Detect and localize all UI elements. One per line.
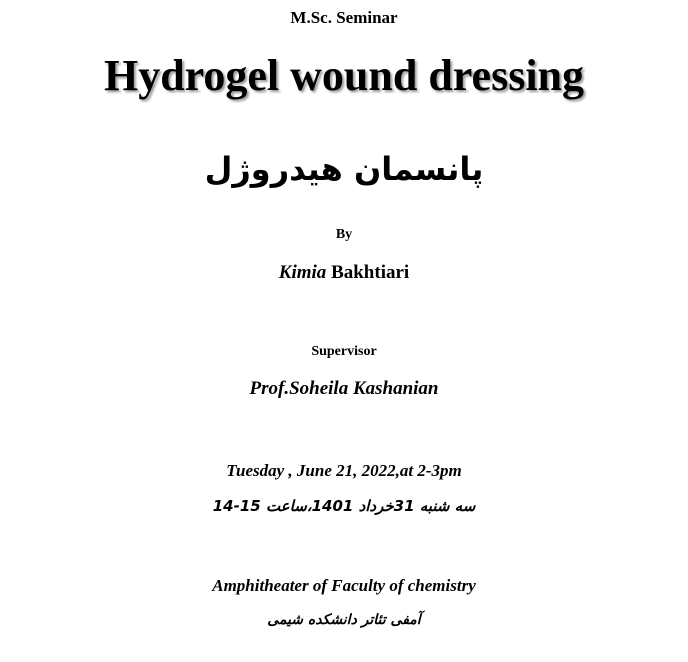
presenter-last-name: Bakhtiari: [331, 262, 410, 283]
page-title: Hydrogel wound dressing: [103, 51, 585, 100]
event-date-english: Tuesday , June 21, 2022,at 2-3pm: [226, 461, 462, 480]
persian-title: پانسمان هیدروژل: [204, 150, 484, 188]
presenter-name: [0, 262, 688, 284]
supervisor-name: Prof.Soheila Kashanian: [249, 378, 439, 399]
venue-persian: آمفی تئاتر دانشکده شیمی: [267, 612, 421, 628]
event-date-persian: سه شنبه 31خرداد 1401،ساعت 15-14: [212, 497, 476, 515]
by-label: By: [335, 227, 353, 242]
supervisor-label: Supervisor: [311, 344, 377, 359]
presenter-first-name: Kimia: [278, 262, 327, 283]
seminar-label: M.Sc. Seminar: [290, 8, 398, 27]
venue-english: Amphitheater of Faculty of chemistry: [212, 576, 476, 595]
